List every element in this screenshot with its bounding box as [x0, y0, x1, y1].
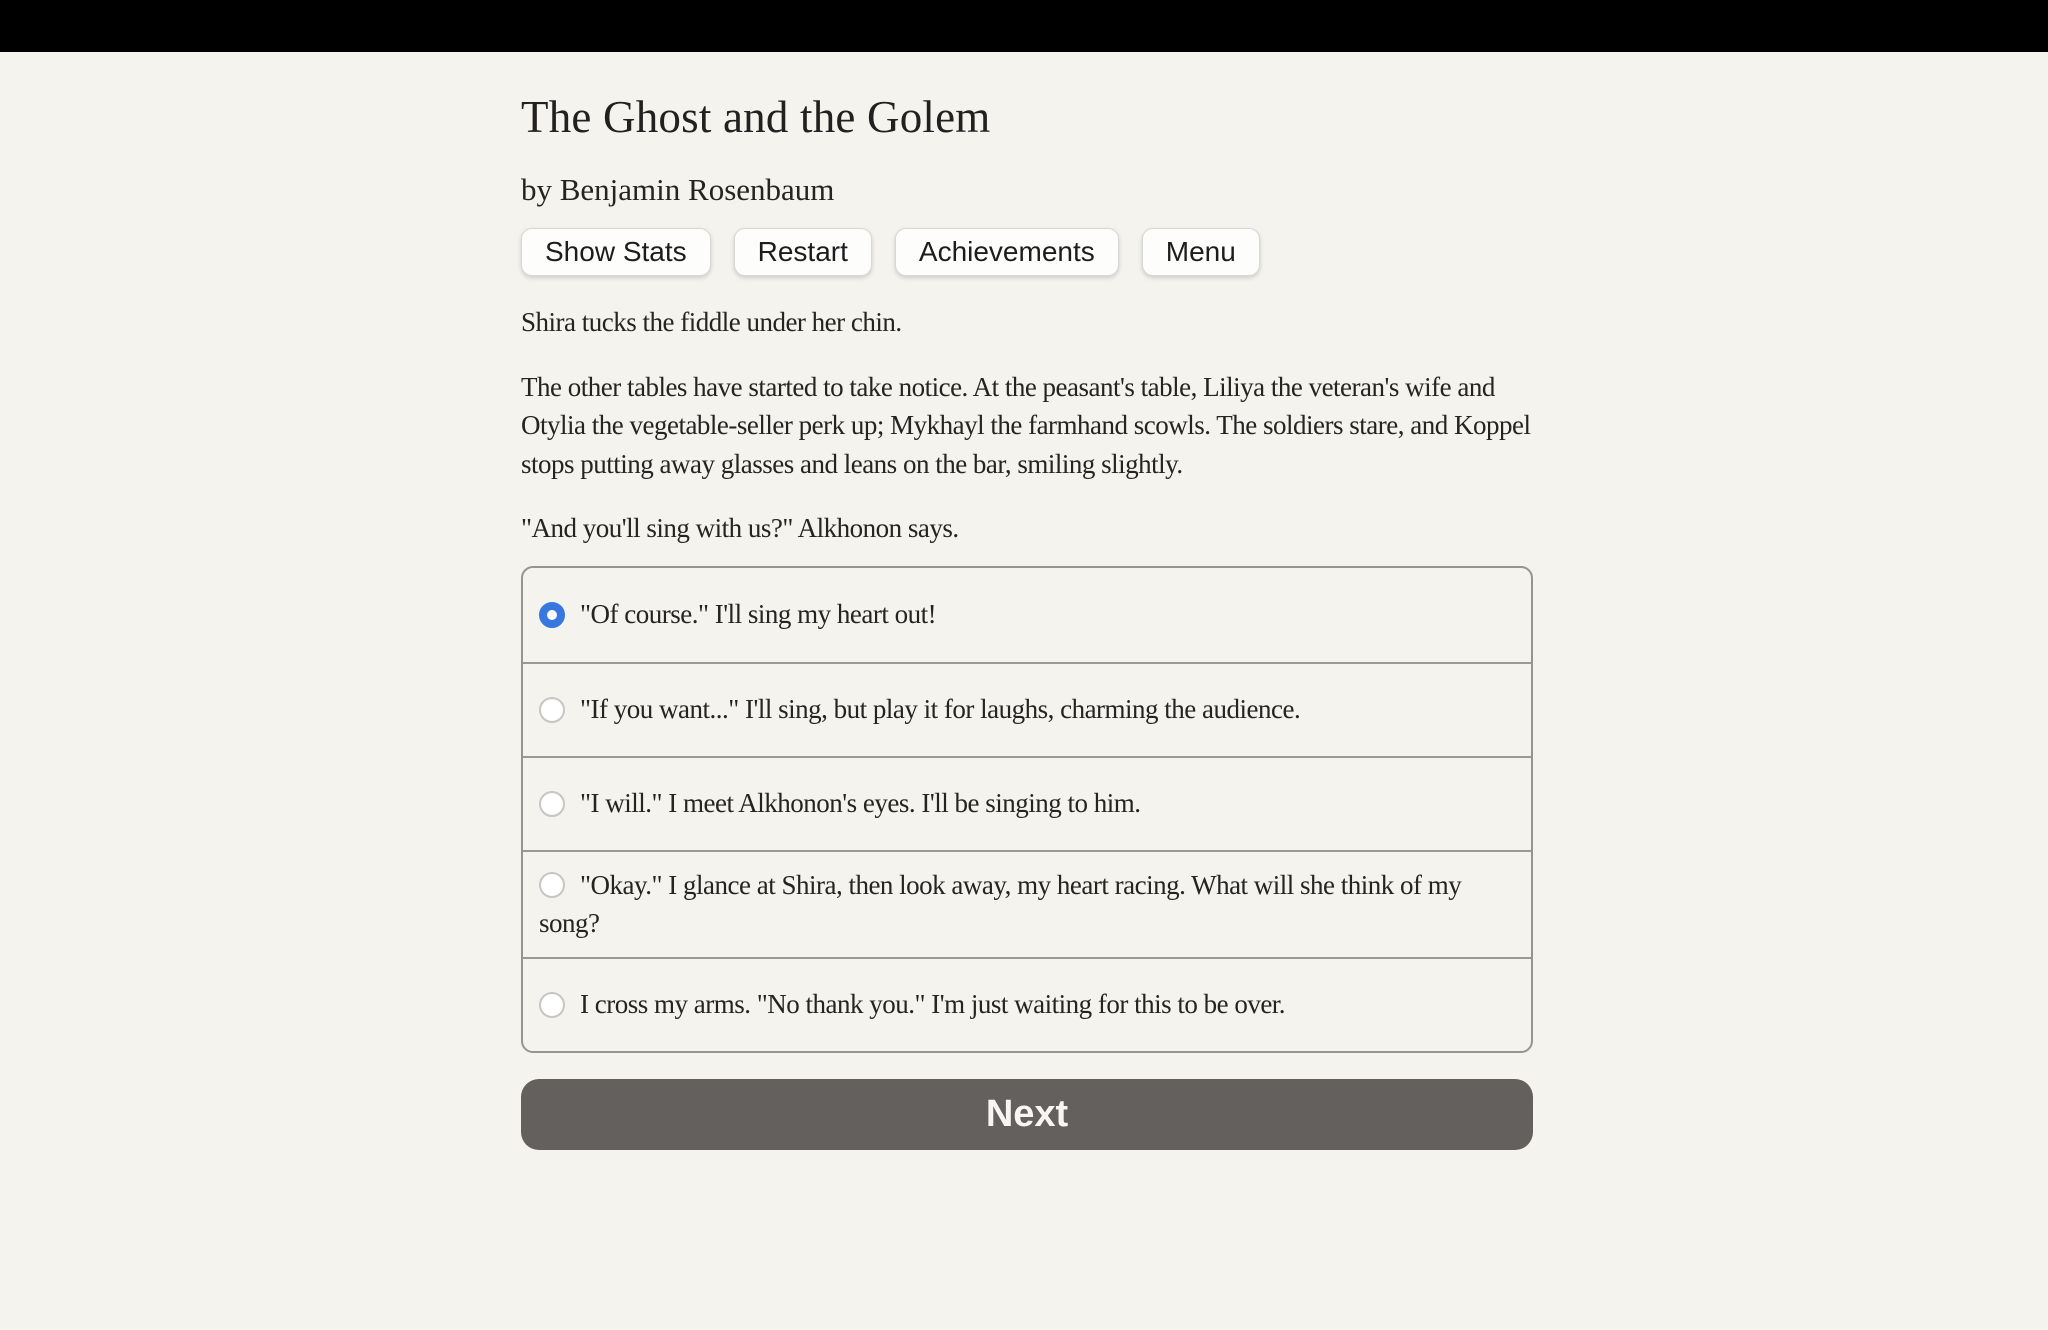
restart-button[interactable]: Restart	[734, 228, 872, 276]
radio-icon[interactable]	[539, 992, 565, 1018]
choice-option-3[interactable]	[523, 756, 1531, 850]
radio-icon[interactable]	[539, 697, 565, 723]
show-stats-button[interactable]: Show Stats	[521, 228, 711, 276]
choice-option-2[interactable]	[523, 662, 1531, 756]
story-paragraph: The other tables have started to take notice. At the peasant's table, Liliya the veteran's wife and Otylia the vegetable-seller perk up; Mykhayl the farmhand scowls. The soldiers stare, and Koppel stops putting away glasses and leans on the bar, smiling slightly.	[521, 371, 1531, 479]
page-title: The Ghost and the Golem	[521, 92, 991, 142]
radio-icon[interactable]	[539, 791, 565, 817]
achievements-button[interactable]: Achievements	[895, 228, 1119, 276]
top-black-bar	[0, 0, 2048, 52]
choice-option-1[interactable]	[523, 568, 1531, 662]
choice-option-5[interactable]	[523, 957, 1531, 1051]
next-button[interactable]: Next	[521, 1079, 1533, 1150]
choice-option-text: "I will." I meet Alkhonon's eyes. I'll be singing to him.	[580, 788, 1141, 819]
choice-list	[521, 566, 1533, 1053]
menu-button[interactable]: Menu	[1142, 228, 1260, 276]
choice-option-4[interactable]	[523, 850, 1531, 957]
story-page	[521, 52, 1533, 1150]
author-byline: by Benjamin Rosenbaum	[521, 172, 835, 207]
radio-icon[interactable]	[539, 602, 565, 628]
choice-option-text: "Okay." I glance at Shira, then look away, my heart racing. What will she think of my song?	[539, 869, 1462, 938]
story-paragraph: Shira tucks the fiddle under her chin.	[521, 307, 902, 337]
toolbar	[521, 228, 1533, 276]
choice-option-text: I cross my arms. "No thank you." I'm just waiting for this to be over.	[580, 989, 1286, 1020]
radio-icon[interactable]	[539, 872, 565, 898]
choice-option-text: "If you want..." I'll sing, but play it for laughs, charming the audience.	[580, 694, 1301, 725]
story-paragraph: "And you'll sing with us?" Alkhonon says.	[521, 513, 959, 543]
choice-option-text: "Of course." I'll sing my heart out!	[580, 599, 937, 630]
